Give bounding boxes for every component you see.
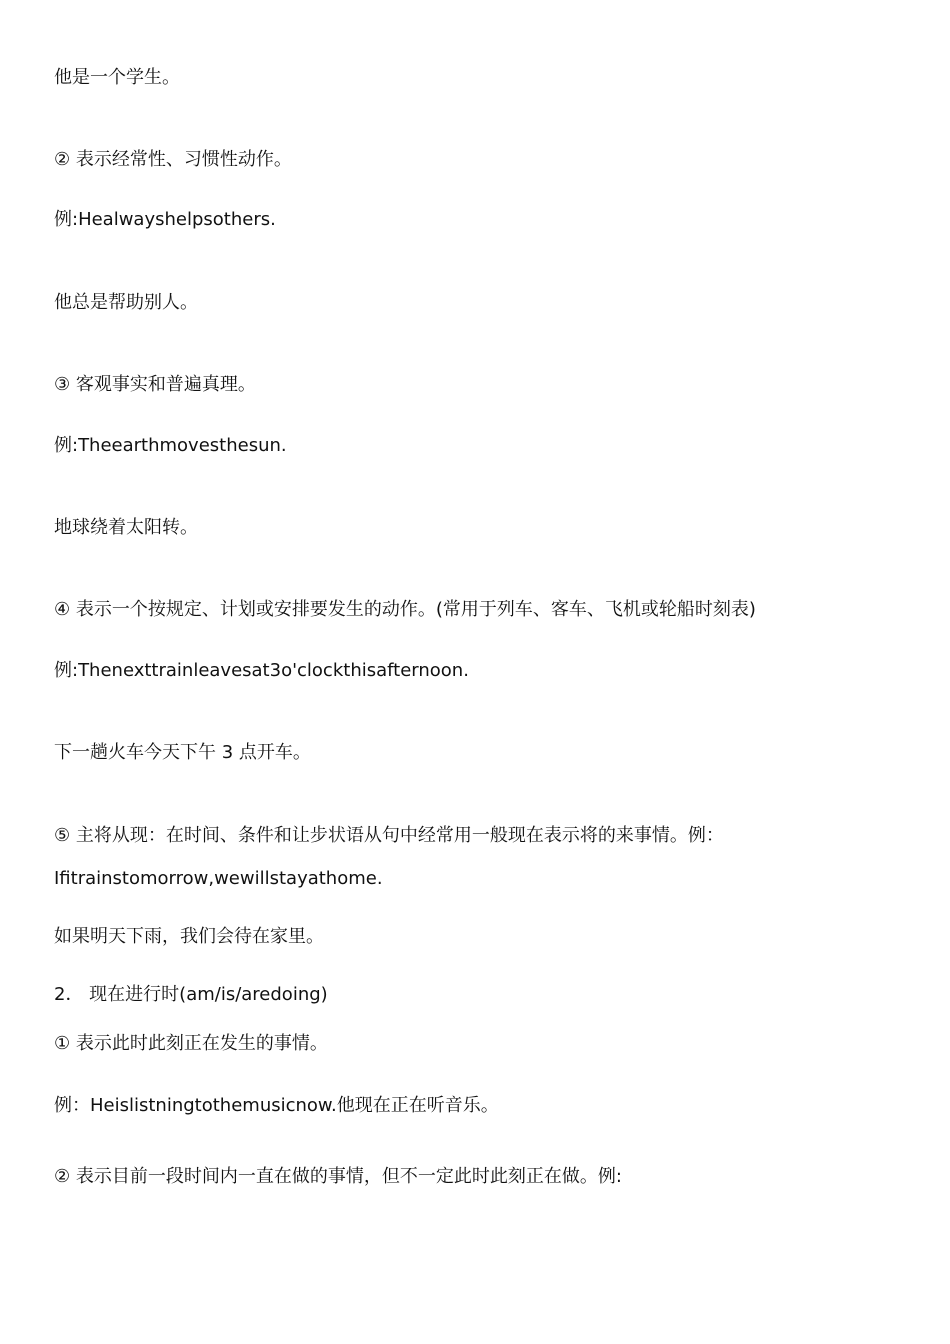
text-line: ③ 客观事实和普遍真理。 bbox=[54, 374, 256, 395]
text-line: 例:Thenexttrainleavesat3o'clockthisafternoon. bbox=[54, 660, 469, 681]
text-line: 他总是帮助别人。 bbox=[54, 292, 198, 313]
text-line: 例:Theearthmovesthesun. bbox=[54, 435, 287, 456]
text-line: Ifitrainstomorrow,wewillstayathome. bbox=[54, 868, 383, 889]
text-line: 下一趟火车今天下午 3 点开车。 bbox=[54, 742, 311, 763]
text-line: ① 表示此时此刻正在发生的事情。 bbox=[54, 1033, 328, 1054]
text-line: 他是一个学生。 bbox=[54, 67, 180, 88]
text-line: ② 表示目前一段时间内一直在做的事情，但不一定此时此刻正在做。例: bbox=[54, 1166, 622, 1187]
text-line: ④ 表示一个按规定、计划或安排要发生的动作。(常用于列车、客车、飞机或轮船时刻表) bbox=[54, 599, 756, 620]
text-line: 例:Healwayshelpsothers. bbox=[54, 209, 276, 230]
text-line: 如果明天下雨，我们会待在家里。 bbox=[54, 926, 324, 947]
section-heading: 2． 现在进行时(am/is/aredoing) bbox=[54, 984, 328, 1005]
text-line: 地球绕着太阳转。 bbox=[54, 517, 198, 538]
text-line: ② 表示经常性、习惯性动作。 bbox=[54, 149, 292, 170]
text-line: ⑤ 主将从现：在时间、条件和让步状语从句中经常用一般现在表示将的来事情。例： bbox=[54, 825, 724, 846]
text-line: 例：Heislistningtothemusicnow.他现在正在听音乐。 bbox=[54, 1095, 499, 1116]
